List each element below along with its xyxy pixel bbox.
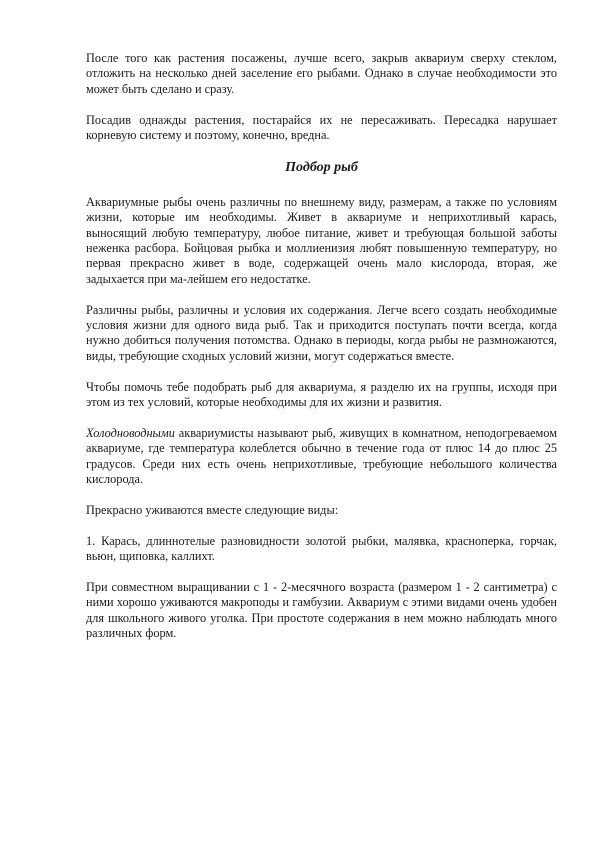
paragraph-groups: Чтобы помочь тебе подобрать рыб для аквариума, я разделю их на группы, исходя при этом из тех условий, которые необходимы для их жизни и развития. [86, 379, 557, 410]
paragraph-no-replanting: Посадив однажды растения, постарайся их не пересаживать. Пересадка нарушает корневую систему и поэтому, конечно, вредна. [86, 112, 557, 143]
paragraph-conditions: Различны рыбы, различны и условия их содержания. Легче всего создать необходимые условия жизни для одного вида рыб. Так и приходится поступать почти всегда, когда нужно добиться получения потомства. Однако в периоды, когда рыбы не размножаются, виды, требующие сходных условий жизни, могут содержаться вместе. [86, 302, 557, 363]
paragraph-fish-variety: Аквариумные рыбы очень различны по внешнему виду, размерам, а также по условиям жизни, которые им необходимы. Живет в аквариуме и неприхотливый карась, выносящий любую температуру, любое питание, живет и требующая большой заботы неженка расбора. Бойцовая рыбка и моллиенизия любят повышенную температуру, но первая прекрасно живет в воде, содержащей очень мало кислорода, вторая, же задыхается при ма-лейшем его недостатке. [86, 194, 557, 286]
section-heading: Подбор рыб [285, 159, 358, 175]
cold-water-text: аквариумисты называют рыб, живущих в комнатном, неподогреваемом аквариуме, где температура колеблется обычно в течение года от плюс 14 до плюс 25 градусов. Среди них есть очень неприхотливые, требующие небольшого количества кислорода. [86, 425, 557, 487]
paragraph-cold-water [86, 426, 557, 488]
paragraph-compatible-intro: Прекрасно уживаются вместе следующие виды: [86, 502, 339, 517]
cold-water-term: Холодноводными [86, 425, 175, 440]
document-page [86, 51, 557, 657]
paragraph-species-list: 1. Карась, длиннотелые разновидности золотой рыбки, малявка, красноперка, горчак, вьюн, щиповка, каллихт. [86, 533, 557, 564]
paragraph-joint-rearing: При совместном выращивании с 1 - 2-месячного возраста (размером 1 - 2 сантиметра) с ними хорошо уживаются макроподы и гамбузии. Аквариум с этими видами очень удобен для школьного живого уголка. При простоте содержания в нем можно наблюдать много различных форм. [86, 579, 557, 641]
paragraph-planting-glass: После того как растения посажены, лучше всего, закрыв аквариум сверху стеклом, отложить на несколько дней заселение его рыбами. Однако в случае необходимости это может быть сделано и сразу. [86, 51, 557, 96]
